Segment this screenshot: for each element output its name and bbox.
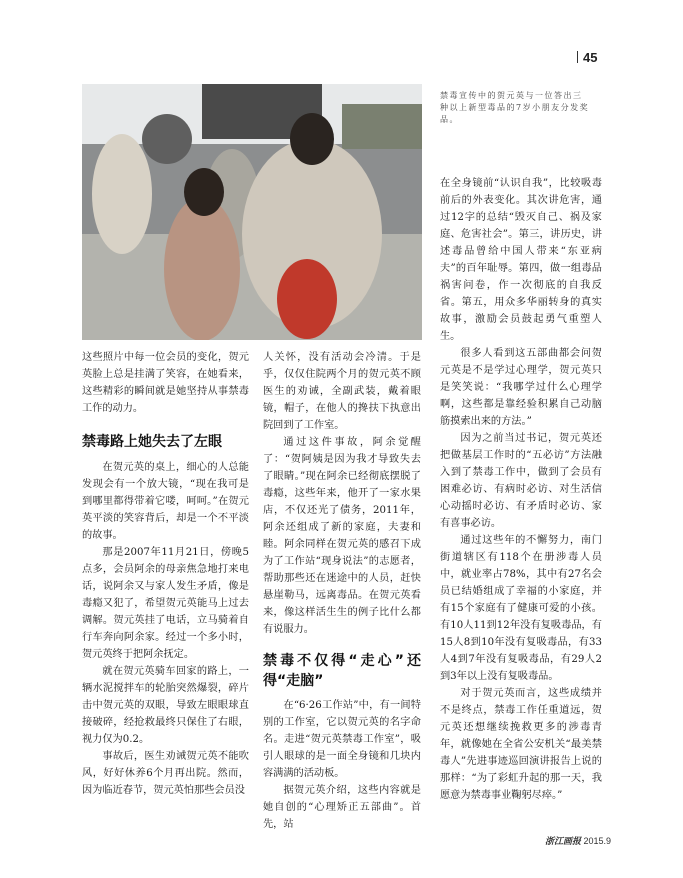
paragraph: 通过这些年的不懈努力，南门街道辖区有118个在册涉毒人员中，就业率占78%，其中有27名会员已结婚组成了幸福的小家庭，并有15个家庭有了健康可爱的小孩。有10人11到12年没有复吸毒品，有15人8到10年没有复吸毒品，有33人4到7年没有复吸毒品，有29人2到3年以上没有复吸毒品。 <box>440 535 602 682</box>
paragraph: 据贺元英介绍，这些内容就是她自创的“心理矫正五部曲”。首先，站 <box>263 785 421 830</box>
paragraph: 在“6·26工作站”中，有一间特别的工作室，它以贺元英的名字命名。走进“贺元英禁毒工作室”，吸引人眼球的是一面全身镜和几块内容满满的活动板。 <box>263 700 421 779</box>
paragraph: 很多人看到这五部曲都会问贺元英是不是学过心理学，贺元英只是笑笑说：“我哪学过什么心理学啊，这些都是靠经验积累自己动脑筋摸索出来的方法。” <box>440 348 602 427</box>
paragraph: 那是2007年11月21日，傍晚5点多，会员阿余的母亲焦急地打来电话，说阿余又与家人发生矛盾，像是毒瘾又犯了，希望贺元英能马上过去调解。贺元英挂了电话，立马骑着自行车奔向阿余家。经过一个多小时，贺元英终于把阿余抚定。 <box>82 547 249 660</box>
paragraph: 在贺元英的桌上，细心的人总能发现会有一个放大镜，“现在我可是到哪里都得带着它喽，呵呵。”在贺元英平淡的笑容背后，却是一个不平淡的故事。 <box>82 462 249 541</box>
magazine-logo: 浙江画报 <box>545 837 582 847</box>
article-photo <box>82 84 422 340</box>
paragraph: 因为之前当过书记，贺元英还把做基层工作时的“五必访”方法融入到了禁毒工作中，做到了会员有困难必访、有病时必访、对生活信心动摇时必访、有矛盾时必访、家有喜事必访。 <box>440 433 602 529</box>
paragraph: 通过这件事故，阿余觉醒了：“贺阿姨是因为我才导致失去了眼睛。”现在阿余已经彻底摆脱了毒瘾，这些年来，他开了一家水果店，不仅还光了债务，2011年，阿余还组成了新的家庭，夫妻和睦。阿余同样在贺元英的感召下成为了工作站“现身说法”的志愿者，帮助那些还在迷途中的人员，赶快悬崖勒马，远离毒品。在贺元英看来，像这样活生生的例子比什么都有说服力。 <box>263 437 421 635</box>
paragraph: 人关怀，没有活动会冷清。于是乎，仅仅住院两个月的贺元英不顾医生的劝诫，全副武装，戴着眼镜，帽子，在他人的搀扶下执意出院回到了工作室。 <box>263 352 421 431</box>
section-heading-heart-and-brain: 禁毒不仅得“走心”还得“走脑” <box>263 653 421 689</box>
paragraph: 对于贺元英而言，这些成绩并不是终点，禁毒工作任重道远，贺元英还想继续挽救更多的涉毒青年，就像她在全省公安机关“最美禁毒人”先进事迹巡回演讲报告上说的那样：“为了彩虹升起的那一天，我愿意为禁毒事业鞠躬尽瘁。” <box>440 688 602 801</box>
paragraph: 这些照片中每一位会员的变化，贺元英脸上总是挂满了笑容，在她看来，这些精彩的瞬间就是她坚持从事禁毒工作的动力。 <box>82 352 249 414</box>
text-column-1 <box>82 349 249 799</box>
page-number: 45 <box>577 50 597 65</box>
issue-date: 2015.9 <box>583 836 612 846</box>
page-footer <box>545 834 611 847</box>
text-column-2 <box>263 349 421 833</box>
paragraph: 就在贺元英骑车回家的路上，一辆水泥搅拌车的轮胎突然爆裂，碎片击中贺元英的双眼，导致左眼眼球直接破碎，经抢救最终只保住了右眼，视力仅为0.2。 <box>82 666 249 745</box>
paragraph: 事故后，医生劝诫贺元英不能吹风，好好休养6个月再出院。然而，因为临近春节，贺元英怕那些会员没 <box>82 751 249 796</box>
text-column-3 <box>440 175 602 804</box>
section-heading-left-eye: 禁毒路上她失去了左眼 <box>82 434 222 450</box>
paragraph: 在全身镜前“认识自我”，比较吸毒前后的外表变化。其次讲危害，通过12字的总结“毁灭自己、祸及家庭、危害社会”。第三，讲历史，讲述毒品曾给中国人带来“东亚病夫”的百年耻辱。第四，做一组毒品祸害问卷，作一次彻底的自我反省。第五，用众多华丽转身的真实故事，激励会员鼓起勇气重塑人生。 <box>440 178 602 342</box>
photo-caption: 禁毒宣传中的贺元英与一位答出三种以上新型毒品的7岁小朋友分发奖品。 <box>440 91 590 124</box>
